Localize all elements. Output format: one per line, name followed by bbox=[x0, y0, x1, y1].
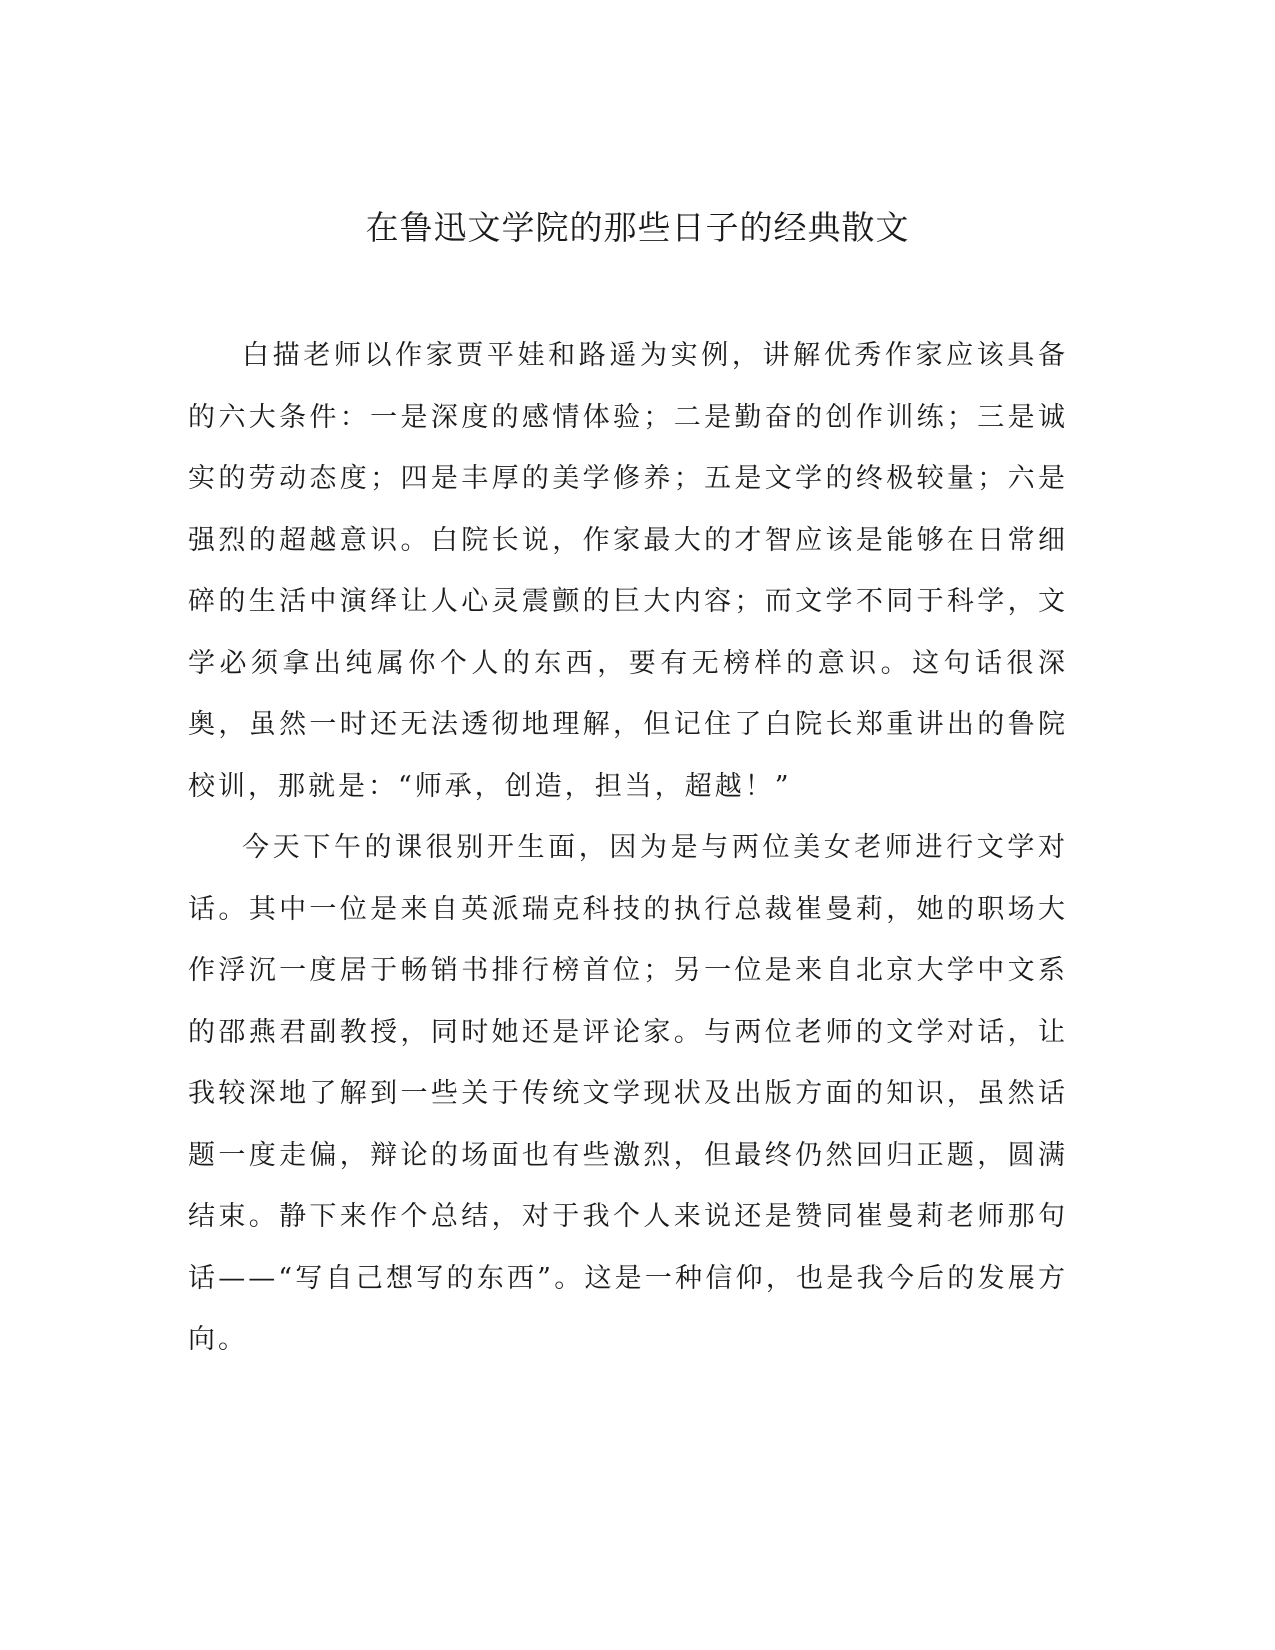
document-body bbox=[188, 325, 1068, 1371]
document-title: 在鲁迅文学院的那些日子的经典散文 bbox=[365, 208, 910, 247]
paragraph-2: 今天下午的课很别开生面，因为是与两位美女老师进行文学对话。其中一位是来自英派瑞克科技的执行总裁崔曼莉，她的职场大作浮沉一度居于畅销书排行榜首位；另一位是来自北京大学中文系的邵燕君副教授，同时她还是评论家。与两位老师的文学对话，让我较深地了解到一些关于传统文学现状及出版方面的知识，虽然话题一度走偏，辩论的场面也有些激烈，但最终仍然回归正题，圆满结束。静下来作个总结，对于我个人来说还是赞同崔曼莉老师那句话——“写自己想写的东西”。这是一种信仰，也是我今后的发展方向。 bbox=[188, 832, 1068, 1355]
paragraph-1: 白描老师以作家贾平娃和路遥为实例，讲解优秀作家应该具备的六大条件：一是深度的感情体验；二是勤奋的创作训练；三是诚实的劳动态度；四是丰厚的美学修养；五是文学的终极较量；六是强烈的超越意识。白院长说，作家最大的才智应该是能够在日常细碎的生活中演绎让人心灵震颤的巨大内容；而文学不同于科学，文学必须拿出纯属你个人的东西，要有无榜样的意识。这句话很深奥，虽然一时还无法透彻地理解，但记住了白院长郑重讲出的鲁院校训，那就是：“师承，创造，担当，超越！” bbox=[188, 340, 1068, 802]
